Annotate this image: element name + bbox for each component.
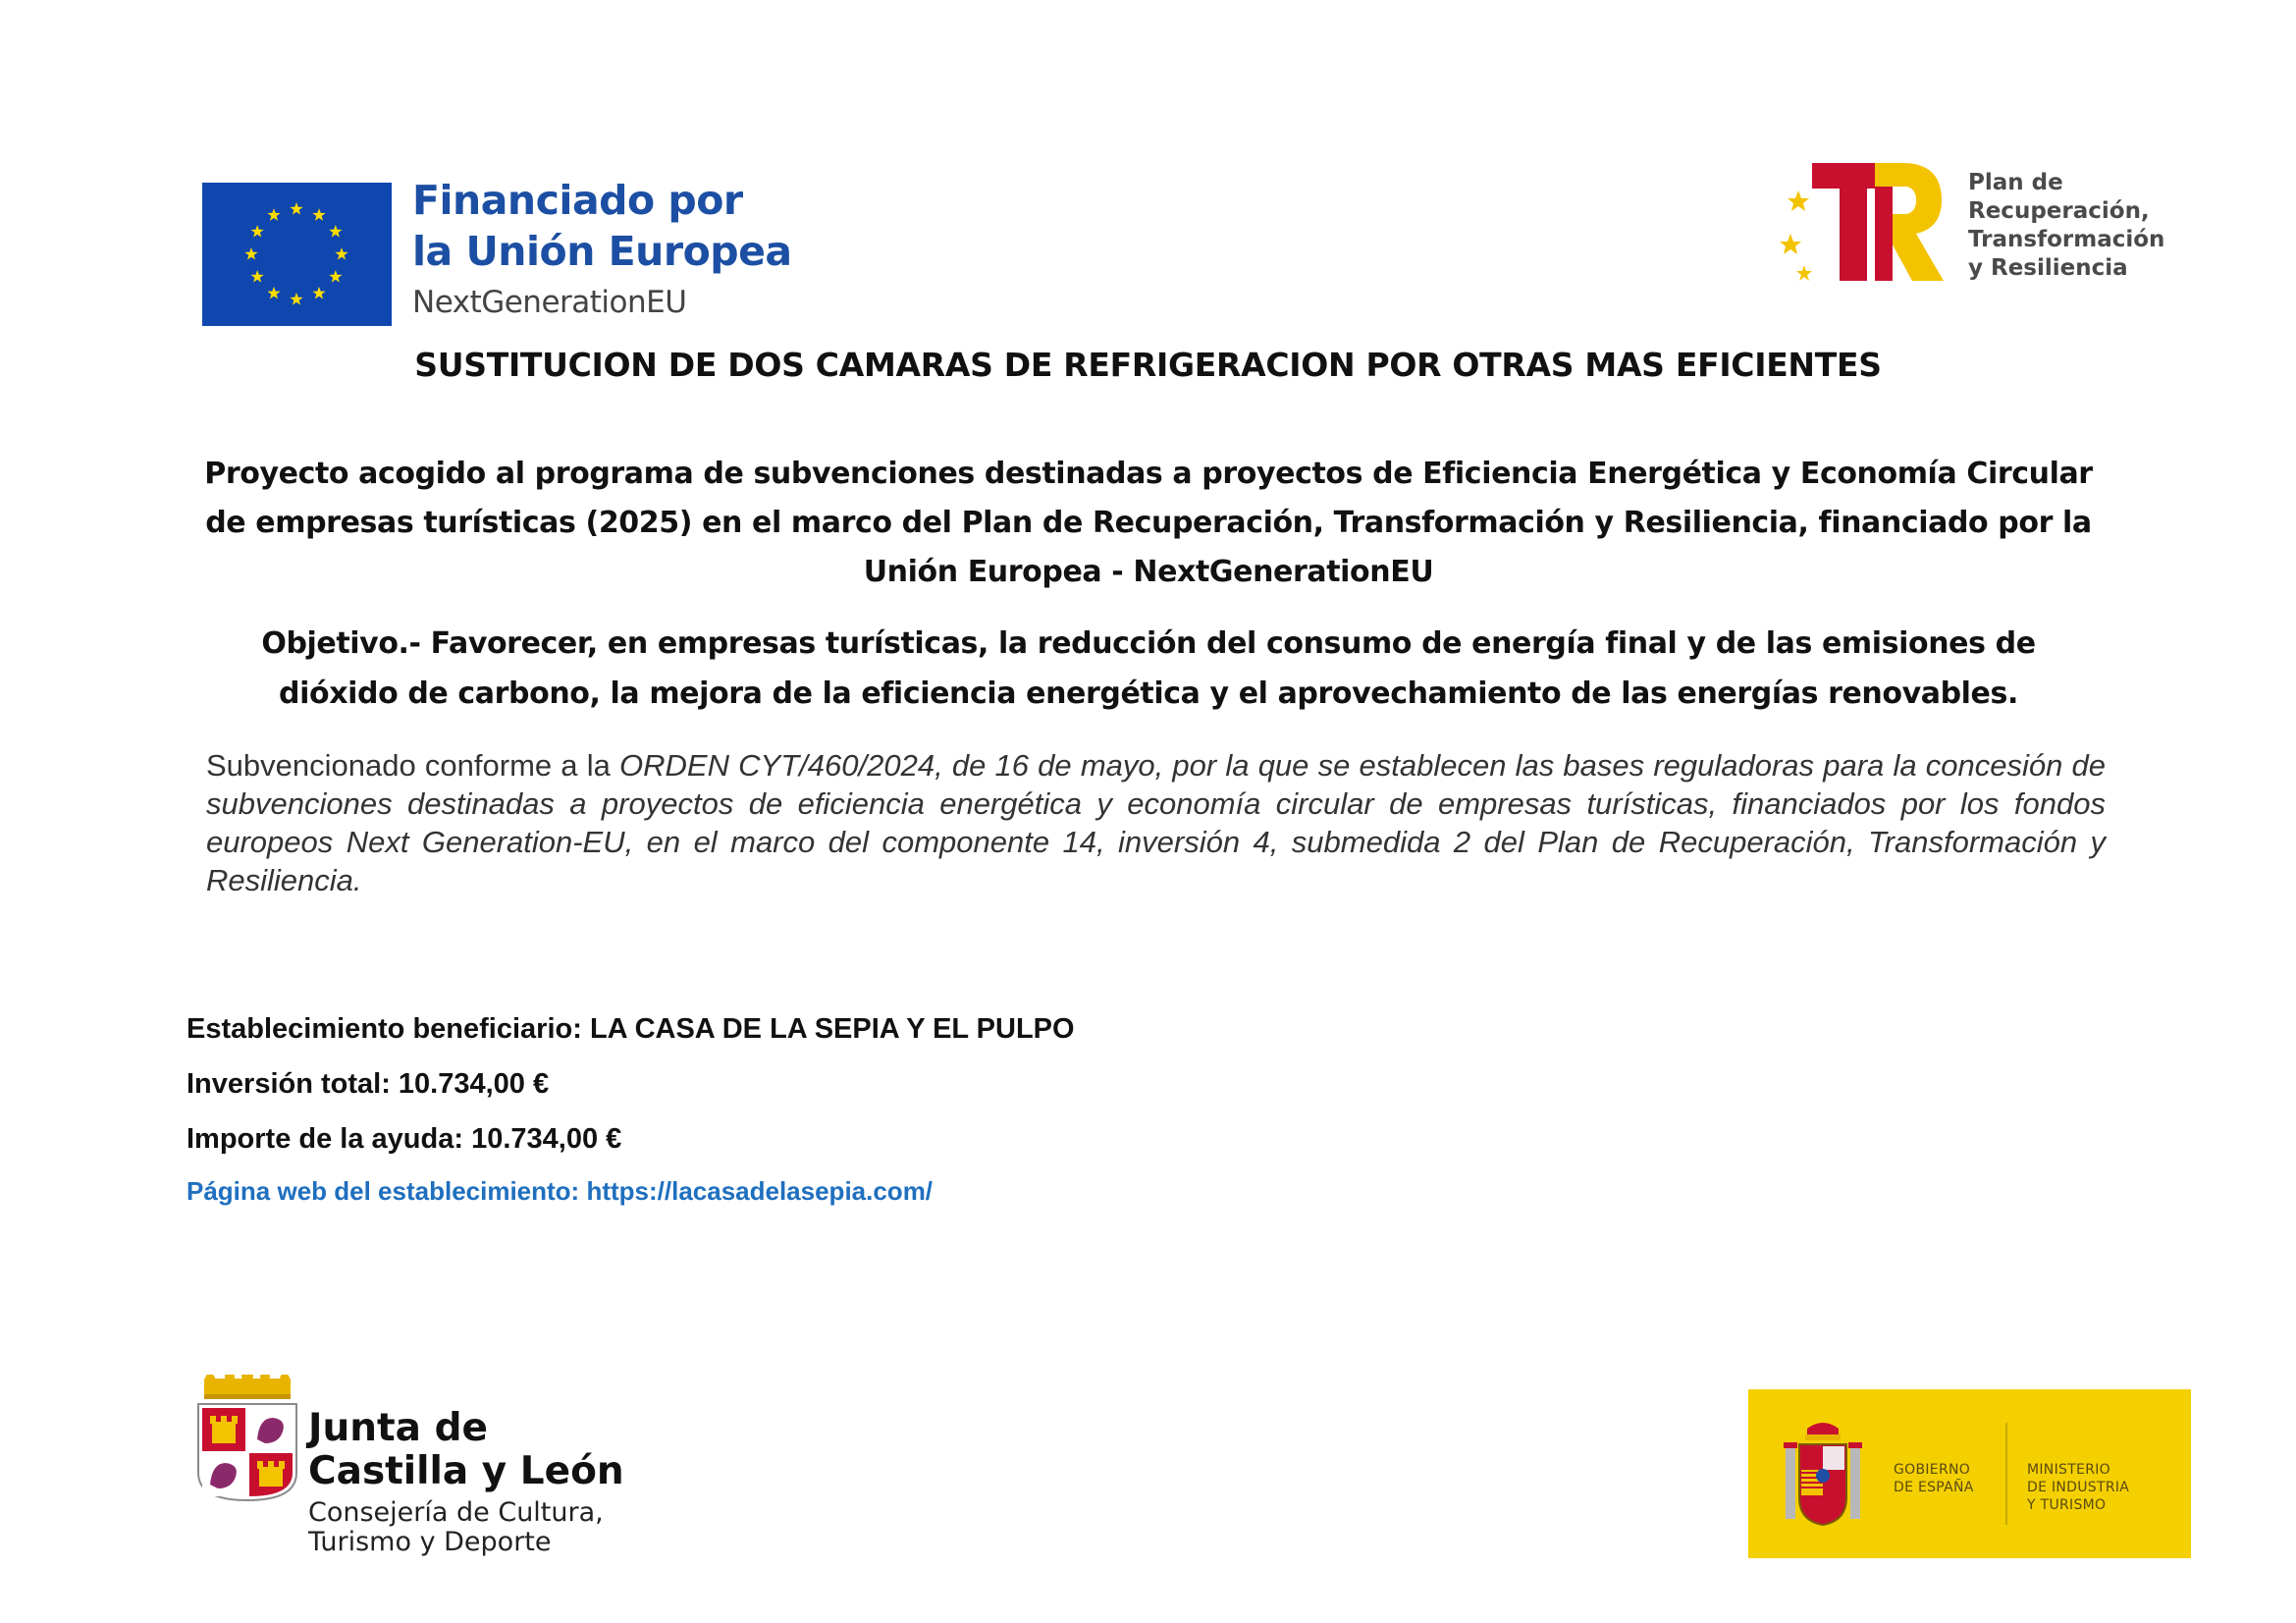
eu-star-icon xyxy=(251,270,264,283)
spain-coat-of-arms-icon xyxy=(1784,1419,1862,1533)
eu-star-icon xyxy=(312,287,325,299)
eu-logo-line1: Financiado por xyxy=(412,177,743,224)
jcyl-logo xyxy=(196,1375,687,1571)
jcyl-line4: Turismo y Deporte xyxy=(308,1527,552,1557)
program-description: Proyecto acogido al programa de subvenciones destinadas a proyectos de Eficiencia Energética y Economía Circular de empresas turísticas (2025) en el marco del Plan de Recuperación, Transformación y Resiliencia, financiado por la Unión Europea - NextGenerationEU xyxy=(204,457,2093,589)
aid-amount: Importe de la ayuda: 10.734,00 € xyxy=(187,1123,622,1155)
beneficiary-details xyxy=(187,1001,1075,1216)
prtr-line2: Recuperación, xyxy=(1968,198,2150,224)
ministerio-line3: Y TURISMO xyxy=(2027,1497,2107,1513)
eu-funding-logo xyxy=(202,177,792,330)
eu-star-icon xyxy=(267,208,280,221)
eu-star-icon xyxy=(312,208,325,221)
jcyl-line1: Junta de xyxy=(308,1406,488,1450)
ministerio-line2: DE INDUSTRIA xyxy=(2027,1480,2130,1495)
eu-star-icon xyxy=(335,247,347,260)
eu-logo-text xyxy=(412,175,792,324)
eu-star-icon xyxy=(244,247,257,260)
prtr-line3: Transformación xyxy=(1968,227,2165,252)
ministerio-text xyxy=(2027,1461,2129,1514)
eu-star-icon xyxy=(267,287,280,299)
eu-star-icon xyxy=(290,202,302,215)
eu-logo-line2: la Unión Europea xyxy=(412,228,792,275)
eu-logo-line3: NextGenerationEU xyxy=(412,285,687,320)
eu-flag-icon xyxy=(202,183,392,326)
project-title: SUSTITUCION DE DOS CAMARAS DE REFRIGERACION POR OTRAS MAS EFICIENTES xyxy=(414,346,1882,384)
gobierno-line2: DE ESPAÑA xyxy=(1894,1480,1974,1495)
prtr-tr-icon xyxy=(1777,157,1953,285)
prtr-line4: y Resiliencia xyxy=(1968,255,2128,281)
gobierno-espana-text xyxy=(1894,1461,1974,1496)
gobierno-separator xyxy=(2005,1423,2007,1525)
prtr-logo xyxy=(1777,157,2189,295)
jcyl-name xyxy=(308,1407,624,1493)
website-link[interactable]: Página web del establecimiento: https://lacasadelasepia.com/ xyxy=(187,1176,934,1206)
eu-star-icon xyxy=(290,293,302,305)
eu-star-icon xyxy=(329,225,342,238)
eu-star-icon xyxy=(251,225,264,238)
jcyl-coat-of-arms-icon xyxy=(196,1375,298,1502)
gobierno-line1: GOBIERNO xyxy=(1894,1462,1971,1478)
jcyl-line2: Castilla y León xyxy=(308,1449,624,1493)
total-investment: Inversión total: 10.734,00 € xyxy=(187,1068,550,1100)
objective-text: Objetivo.- Favorecer, en empresas turísticas, la reducción del consumo de energía final y de las emisiones de dióxido de carbono, la mejora de la eficiencia energética y el aprovechamiento de las energías renovables. xyxy=(261,626,2036,711)
prtr-logo-text xyxy=(1968,169,2164,283)
gobierno-espana-logo xyxy=(1748,1389,2191,1558)
prtr-line1: Plan de xyxy=(1968,170,2063,195)
eu-star-icon xyxy=(329,270,342,283)
subsidy-order-reference: ORDEN CYT/460/2024, de 16 de mayo, por la que se establecen las bases reguladoras para la concesión de subvenciones destinadas a proyectos de eficiencia energética y economía circular de empresas turísticas, financiados por los fondos europeos Next Generation-EU, en el marco del componente 14, inversión 4, submedida 2 del Plan de Recuperación, Transformación y Resiliencia. xyxy=(206,748,2106,897)
eu-stars-icon xyxy=(202,183,392,326)
ministerio-line1: MINISTERIO xyxy=(2027,1462,2110,1478)
jcyl-line3: Consejería de Cultura, xyxy=(308,1497,604,1528)
subsidy-prefix: Subvencionado conforme a la xyxy=(206,748,620,783)
subsidy-paragraph xyxy=(206,746,2106,899)
jcyl-department xyxy=(308,1498,604,1557)
beneficiary-establishment: Establecimiento beneficiario: LA CASA DE LA SEPIA Y EL PULPO xyxy=(187,1013,1075,1045)
